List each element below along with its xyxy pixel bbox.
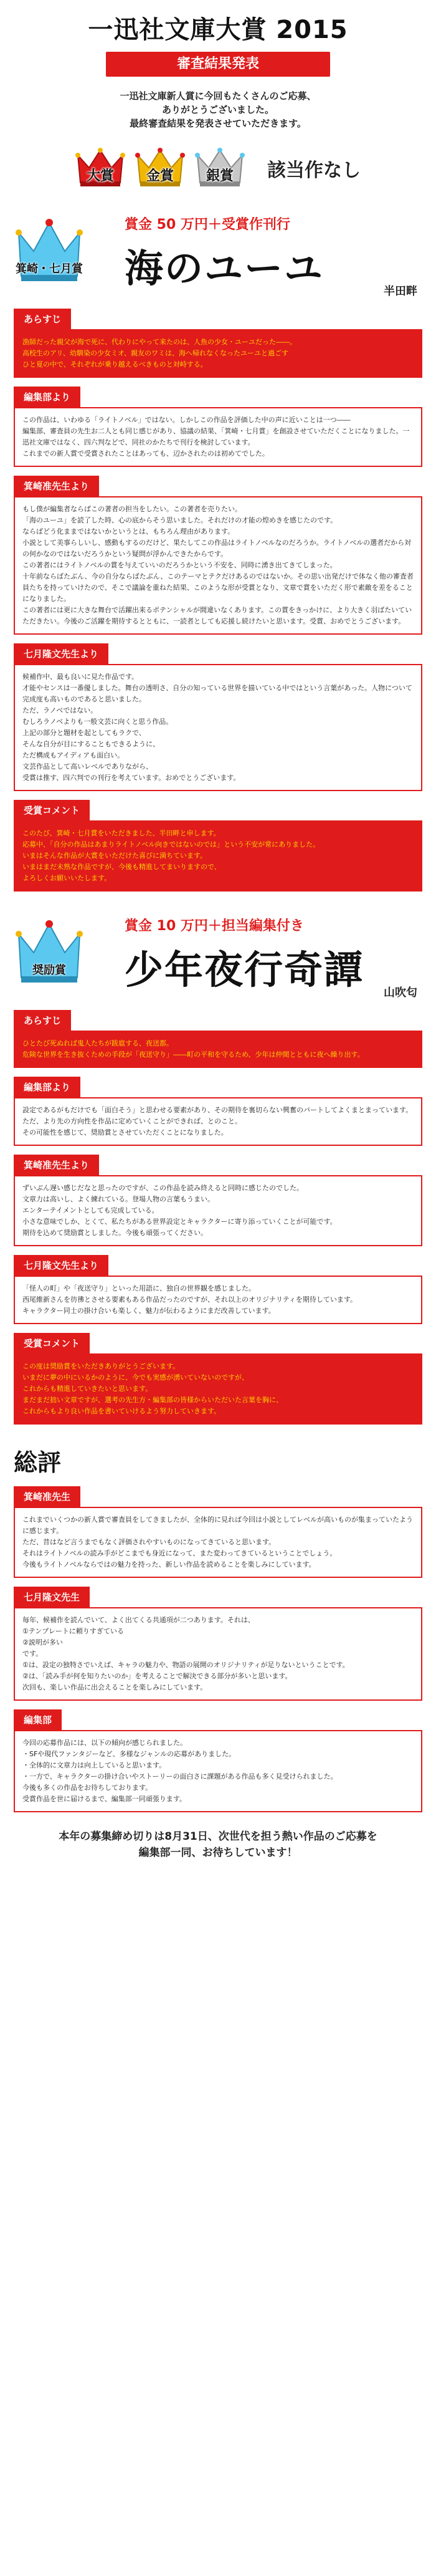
section-heading: 編集部より	[14, 387, 80, 407]
comment-text: 「怪人の町」や「夜送守り」といった用語に、独自の世界観を感じました。 西尾維新さんを彷彿とさせる要素もある作品だったのですが、それ以上のオリジナリティを期待しています。 キャラクター同士の掛け合いも楽しく、魅力が伝わるようにまだ改善しています。	[22, 1284, 358, 1315]
award1-editorial	[14, 378, 422, 467]
comment-text: 設定であるがもだけでも「面白そう」と思わせる要素があり、その期待を裏切らない興奮のパートしてよくまとまっています。ただ、より先の方向性を作品に定めていくことができれば、とのこと。 その可能性を感じて、奨励賞とさせていただくことになりました。	[22, 1106, 413, 1137]
section-heading: 箕崎准先生より	[14, 1155, 99, 1175]
closing-message	[0, 1829, 436, 1861]
page-title: 一迅社文庫大賞 2015	[88, 16, 348, 44]
section-heading: 受賞コメント	[14, 800, 90, 820]
grand-prize-label: 大賞	[86, 168, 114, 184]
winner-comment-box	[14, 820, 422, 892]
section-heading: あらすじ	[14, 309, 71, 329]
intro-line: 最終審査結果を発表させていただきます。	[130, 118, 306, 129]
summary-shichigatsu	[14, 1578, 422, 1701]
closing-line: 編集部一同、お待ちしています！	[138, 1847, 298, 1859]
comment-box	[14, 407, 422, 467]
award2-title: 少年夜行奇譚	[125, 947, 364, 992]
award1-header	[0, 206, 436, 300]
comment-text: これまでいくつかの新人賞で審査員をしてきましたが、全体的に見れば今回は小説としてレベルが高いものが集まっていたように感じます。 ただ、昔はなど言うまでもなく評価されやすいものになってきていると思います。 それはライトノベルの読み手がどこまでも身近になって、また変わってきているということでしょう。 今後もライトノベルならではの魅力を持った、新しい作品を読めることを楽しみにしています。	[22, 1516, 413, 1569]
award1-author: 半田畔	[384, 285, 417, 298]
comment-text: 候補作中、最も良いに見た作品です。 才能やセンスは一番優しました。舞台の透明さ、自分の知っている世界を描いている中ではという言葉があった。人物について完成度も高いものであると思いました。 ただ、ラノベではない。 むしろラノベよりも一般文芸に向くと思う作品。 上記の部分と題材を起としてもラクで、 そんな自分が目にすることもできるように、 ただ構成もアイディアも面白い。 文芸作品として高いレベルでありながら、 受賞は推す、四六判での刊行を考えています。おめでとうございます。	[22, 673, 412, 782]
winner-comment-text: このたび、箕崎・七月賞をいただきました、半田畔と申します。 応募中、「自分の作品はあまりライトノベル向きではないのでは」という不安が常にありました。 いまはそんな作品が大賞をいただけた喜びに満ちています。 いまはまだ未熟な作品ですが、今後も精進してまいりますので、 よろしくお願いいたします。	[22, 829, 320, 882]
comment-text: もし僕が編集者ならばこの著者の担当をしたい。この著者を売りたい。 「海のユーユ」を読了した時、心の底からそう思いました。それだけの才能の煌めきを感じたのです。 ならばどう化ままではないかというとは、もちろん理由があります。 小説として美事らしいし、感動もするのだけど、果たしてこの作品はライトノベルなのだろうか。ライトノベルの選者だから対の何かなのではないだろうかという疑問が浮かんできたからです。 この著者にはライトノベルの賞を与えていいのだろうかという不安を、同時に湧き出てきてしまった。 十年前ならばたぶん、今の自分ならばたぶん、このテーマとテクだけあるのではないか。その思い出発だけで体なく他の審査者員たちを持っていけたので、そこで議論を重ねた結果、このような形が受賞となり、文章で賞をいただく形で素敵を差をることになりました。 この著者には更に大きな舞台で活躍出来るポテンシャルが間違いなくあります。この賞をきっかけに、より大きく羽ばたいていただきたい。今後のご活躍を期待するとともに、一読者としても応援し続けたいと思います。受賞、おめでとうございます。	[22, 505, 414, 625]
comment-text: ずいぶん遅い感じだなと思ったのですが、この作品を読み終えると同時に感じたのでした。 文章力は高いし、よく練れている。登場人物の言葉もうまい。 エンターテイメントとしても完成している。 小さな意味でしか、とくて、私たちがある世界設定とキャラクターに寄り添っていくことが可能です。 期待を込めて奨励賞としました。今後も頑張ってください。	[22, 1184, 337, 1237]
summary-title: 総評	[14, 1449, 62, 1476]
synopsis-box	[14, 1031, 422, 1068]
synopsis-box	[14, 329, 422, 378]
gold-prize-label: 金賞	[146, 168, 174, 184]
section-heading: 七月隆文先生より	[14, 643, 108, 664]
section-heading: 編集部より	[14, 1077, 80, 1097]
award1-winner-comment	[14, 791, 422, 892]
award2-author: 山吹匂	[384, 986, 417, 999]
blue-crown-icon	[15, 915, 83, 990]
section-heading: 受賞コメント	[14, 1333, 90, 1353]
comment-text: この作品は、いわゆる「ライトノベル」ではない。しかしこの作品を評価した中の声に近いことは一つ―― 編集部、審査員の先生お二人とも同じ感じがあり、協議の結果、「箕崎・七月賞」を創設させていただくことになりました。一迅社文庫ではなく、四六判などで、同社のかたちで刊行を検討しています。 これまでの新人賞で受賞されたことはあっても、辺かされたのは初めてでした。	[22, 416, 410, 458]
summary-editorial	[14, 1701, 422, 1812]
section-heading: 七月隆文先生より	[14, 1255, 108, 1276]
silver-prize-label: 銀賞	[206, 168, 234, 184]
award1-shichigatsu	[14, 635, 422, 791]
no-winner-label: 該当作なし	[267, 160, 361, 181]
top-awards-row	[0, 147, 436, 190]
comment-box	[14, 1175, 422, 1246]
gold-prize-badge	[135, 147, 185, 190]
comment-text: 今回の応募作品には、以下の傾向が感じられました。 ・SFや現代ファンタジーなど、多様なジャンルの応募がありました。 ・全体的に文章力は向上していると思います。 ・一方で、キャラクターの掛け合いやストーリーの面白さに課題がある作品も多く見受けられました。 今後も多くの作品をお待ちしております。 受賞作品を世に届けるまで、編集部一同頑張ります。	[22, 1739, 338, 1803]
synopsis-text: ひとたび死ぬれば鬼人たちが跋扈する、夜送都。 危険な世界を生き抜くための手段が「夜送守り」――町の平和を守るため、少年は仲間とともに夜へ繰り出す。	[22, 1039, 364, 1059]
synopsis-text: 漁師だった親父が海で死に、代わりにやって来たのは、人魚の少女・ユーユだった――。 高校生のアリ、幼馴染の少女ミオ、親友のワミは、海へ帰れなくなったユーユと過ごす ひと夏の中で、それぞれが乗り越えるべきものと対峙する。	[22, 338, 296, 368]
blue-crown-icon	[15, 214, 83, 289]
award2-synopsis	[14, 1001, 422, 1068]
award1-synopsis	[14, 300, 422, 378]
award1-title: 海のユーユ	[125, 246, 325, 291]
comment-box	[14, 496, 422, 635]
section-heading: 七月隆文先生	[14, 1587, 90, 1607]
intro-line: ありがとうございました。	[161, 104, 274, 115]
award2-header	[0, 908, 436, 1001]
award1-badge-label: 箕崎・七月賞	[16, 262, 83, 276]
section-heading: 箕崎准先生	[14, 1486, 80, 1507]
comment-text: 毎年、候補作を読んでいて、よく出てくる共通項が二つあります。それは、 ①テンプレートに頼りすぎている ②説明が多い です。 ①は、設定の独特さでいえば、キャラの魅力や、物語の展開のオリジナリティが足りないということです。 ②は、「読み手が何を知りたいのか」を考えることで解決できる部分が多いと思います。 次回も、楽しい作品に出会えることを楽しみにしています。	[22, 1616, 349, 1691]
section-heading: 箕崎准先生より	[14, 476, 99, 496]
intro-line: 一迅社文庫新人賞に今回もたくさんのご応募、	[120, 90, 316, 102]
section-heading: 編集部	[14, 1709, 62, 1730]
award1-minazuki	[14, 467, 422, 635]
comment-box	[14, 1607, 422, 1701]
comment-box	[14, 1097, 422, 1146]
award1-badge	[15, 214, 83, 289]
silver-prize-badge	[195, 147, 245, 190]
comment-box	[14, 1730, 422, 1812]
award2-minazuki	[14, 1146, 422, 1246]
comment-box	[14, 1276, 422, 1324]
award2-shichigatsu	[14, 1246, 422, 1324]
closing-line: 本年の募集締め切りは8月31日、次世代を担う熱い作品のご応募を	[59, 1830, 377, 1843]
winner-comment-text: この度は奨励賞をいただきありがとうございます。 いまだに夢の中にいるかのように、今でも実感が湧いていないのですが、 これからも精進していきたいと思います。 まだまだ拙い文章ですが、選考の先生方・編集部の皆様からいただいた言葉を胸に、 これからもより良い作品を書いていけるよう努力していきます。	[22, 1362, 283, 1415]
summary-minazuki	[14, 1478, 422, 1578]
winner-comment-box	[14, 1353, 422, 1425]
intro-text	[0, 89, 436, 130]
award1-prize: 賞金 50 万円＋受賞作刊行	[125, 217, 290, 233]
award2-badge-label: 奨励賞	[32, 964, 66, 977]
award2-prize: 賞金 10 万円＋担当編集付き	[125, 918, 304, 934]
results-banner: 審査結果発表	[106, 52, 330, 77]
award2-winner-comment	[14, 1324, 422, 1425]
award2-editorial	[14, 1068, 422, 1146]
comment-box	[14, 1507, 422, 1578]
section-heading: あらすじ	[14, 1010, 71, 1031]
grand-prize-badge	[75, 147, 125, 190]
award2-badge	[15, 915, 83, 990]
comment-box	[14, 664, 422, 791]
